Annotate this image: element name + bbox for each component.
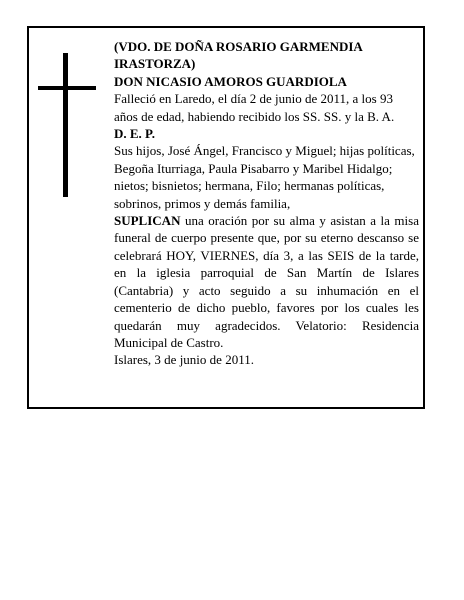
latin-cross-icon — [38, 53, 98, 197]
cross-horizontal-bar — [38, 86, 96, 90]
obituary-text — [114, 38, 419, 369]
deceased-name: DON NICASIO AMOROS GUARDIOLA — [114, 73, 347, 89]
death-statement: Falleció en Laredo, el día 2 de junio de 2011, a los 93 años de edad, habiendo recibido los SS. SS. y la B. A. — [114, 91, 395, 124]
funeral-request — [114, 212, 419, 351]
place-date: Islares, 3 de junio de 2011. — [114, 352, 254, 368]
widow-header: (VDO. DE DOÑA ROSARIO GARMENDIA IRASTORZA) — [114, 39, 363, 72]
cross-vertical-bar — [63, 53, 68, 197]
rip-line: D. E. P. — [114, 126, 156, 142]
request-keyword: SUPLICAN — [114, 213, 181, 229]
request-body: una oración por su alma y asistan a la misa funeral de cuerpo presente que, por su eterno descanso se celebrará HOY, VIERNES, día 3, a las SEIS de la tarde, en la iglesia parroquial de San Martín de Islares (Cantabria) y acto seguido a su inhumación en el cementerio de dicho pueblo, favores por los cuales les quedarán muy agradecidos. Velatorio: Residencia Municipal de Castro. — [114, 213, 419, 350]
family-list: Sus hijos, José Ángel, Francisco y Miguel; hijas políticas, Begoña Iturriaga, Paula Pisabarro y Maribel Hidalgo; nietos; bisnietos; hermana, Filo; hermanas políticas, sobrinos, primos y demás familia, — [114, 143, 415, 211]
